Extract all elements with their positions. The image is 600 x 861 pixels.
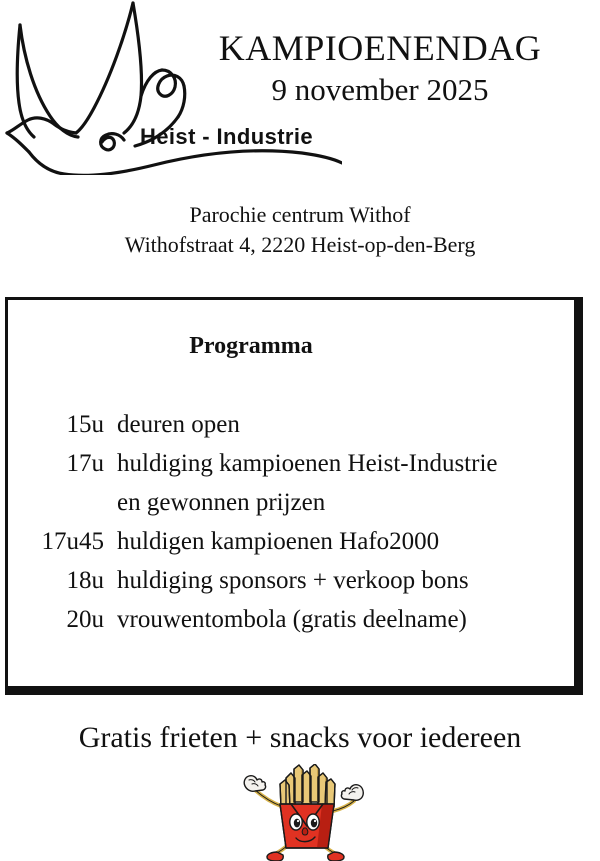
header-block xyxy=(0,0,600,185)
programme-description: deuren open xyxy=(117,411,240,438)
footer-block xyxy=(0,718,600,758)
venue-block xyxy=(0,200,600,260)
programme-row xyxy=(8,405,574,444)
title-group xyxy=(200,26,560,110)
programme-description: en gewonnen prijzen xyxy=(117,489,326,516)
venue-name: Parochie centrum Withof xyxy=(189,202,411,227)
programme-list xyxy=(8,405,574,639)
programme-row xyxy=(8,483,574,522)
programme-time: 15u xyxy=(66,411,104,438)
programme-description: huldiging kampioenen Heist-Industrie xyxy=(117,450,498,477)
programme-heading: Programma xyxy=(189,333,313,359)
programme-description: huldigen kampioenen Hafo2000 xyxy=(117,528,440,555)
programme-description: vrouwentombola (gratis deelname) xyxy=(117,606,467,633)
programme-time: 20u xyxy=(66,606,104,633)
programme-box xyxy=(5,297,583,695)
programme-description: huldiging sponsors + verkoop bons xyxy=(117,567,469,594)
logo-caption: Heist - Industrie xyxy=(140,124,314,149)
page-title: KAMPIOENENDAG xyxy=(218,28,542,68)
programme-row xyxy=(8,522,574,561)
programme-time: 18u xyxy=(66,567,104,594)
programme-time: 17u45 xyxy=(41,528,104,555)
programme-time: 17u xyxy=(66,450,104,477)
footer-tagline: Gratis frieten + snacks voor iedereen xyxy=(78,721,522,754)
programme-row xyxy=(8,600,574,639)
programme-row xyxy=(8,444,574,483)
programme-row xyxy=(8,561,574,600)
french-fries-mascot-icon xyxy=(236,764,364,861)
event-date: 9 november 2025 xyxy=(271,72,489,107)
venue-address: Withofstraat 4, 2220 Heist-op-den-Berg xyxy=(124,232,476,257)
